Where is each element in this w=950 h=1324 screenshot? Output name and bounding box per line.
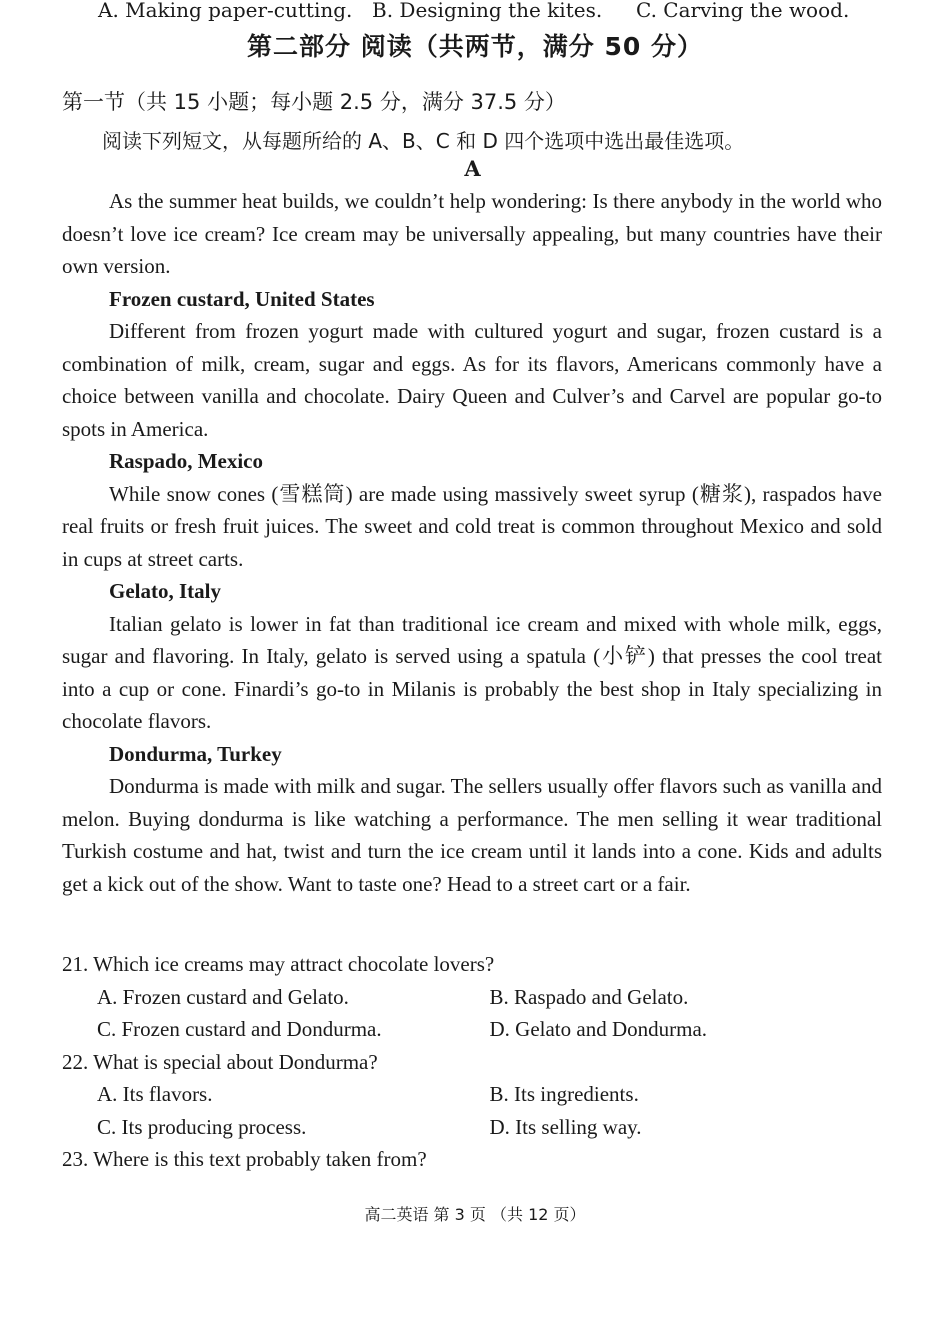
page-footer: 高二英语 第 3 页 （共 12 页）	[364, 1205, 586, 1224]
question-stem: 21. Which ice creams may attract chocolate lovers?	[62, 952, 495, 976]
section-body: Dondurma is made with milk and sugar. The sellers usually offer flavors such as vanilla and melon. Buying dondurma is like watching a performance. The men selling it wear traditional Turkish costume and hat, twist and turn the ice cream until it lands into a cone. Kids and adults get a kick out of the show. Want to taste one? Head to a street cart or a fair.	[62, 774, 882, 896]
option-c: C. Frozen custard and Dondurma.	[97, 1017, 382, 1041]
option-row	[62, 1111, 882, 1144]
option-a: A. Frozen custard and Gelato.	[97, 984, 349, 1009]
option-b: B. Its ingredients.	[489, 1082, 639, 1106]
section-heading: Frozen custard, United States	[109, 286, 375, 311]
section-heading: Raspado, Mexico	[109, 449, 263, 473]
option-d: D. Its selling way.	[489, 1114, 642, 1139]
option-row	[62, 1078, 882, 1111]
section-body: While snow cones (雪糕筒) are made using massively sweet syrup (糖浆), raspados have real fruits or fresh fruit juices. The sweet and cold treat is common throughout Mexico and sold in cups at street carts.	[62, 481, 882, 571]
section-body: Italian gelato is lower in fat than traditional ice cream and mixed with whole milk, eggs, sugar and flavoring. In Italy, gelato is served using a spatula (小铲) that presses the cool treat into a cup or cone. Finardi’s go-to in Milanis is probably the best shop in Italy specializing in chocolate flavors.	[62, 611, 882, 733]
option-row	[62, 1013, 882, 1046]
section-title: 第二部分 阅读（共两节，满分 50 分）	[247, 32, 703, 61]
passage-label: A	[464, 156, 481, 181]
option-b: B. Raspado and Gelato.	[489, 984, 689, 1009]
section-body: Different from frozen yogurt made with cultured yogurt and sugar, frozen custard is a combination of milk, cream, sugar and eggs. As for its flavors, Americans commonly have a choice between vanilla and chocolate. Dairy Queen and Culver’s and Carvel are popular go-to spots in America.	[62, 319, 882, 441]
passage-article	[62, 185, 882, 900]
prev-question-option-c: C. Carving the wood.	[636, 0, 850, 22]
question-list	[62, 948, 882, 1176]
option-d: D. Gelato and Dondurma.	[489, 1017, 708, 1041]
section-heading: Gelato, Italy	[109, 579, 221, 603]
option-a: A. Its flavors.	[97, 1082, 213, 1106]
prev-question-option-a: A. Making paper-cutting.	[98, 0, 353, 22]
question-stem: 22. What is special about Dondurma?	[62, 1049, 378, 1074]
option-row	[62, 981, 882, 1014]
question-stem: 23. Where is this text probably taken from?	[62, 1147, 427, 1171]
passage-intro: As the summer heat builds, we couldn’t help wondering: Is there anybody in the world who doesn’t love ice cream? Ice cream may be universally appealing, but many countries have their own version.	[62, 189, 882, 278]
section-instructions: 阅读下列短文，从每题所给的 A、B、C 和 D 四个选项中选出最佳选项。	[102, 129, 745, 153]
section-heading: Dondurma, Turkey	[109, 741, 282, 766]
option-c: C. Its producing process.	[97, 1114, 307, 1139]
prev-question-option-b: B. Designing the kites.	[372, 0, 603, 22]
section-subtitle: 第一节（共 15 小题；每小题 2.5 分，满分 37.5 分）	[62, 90, 566, 114]
